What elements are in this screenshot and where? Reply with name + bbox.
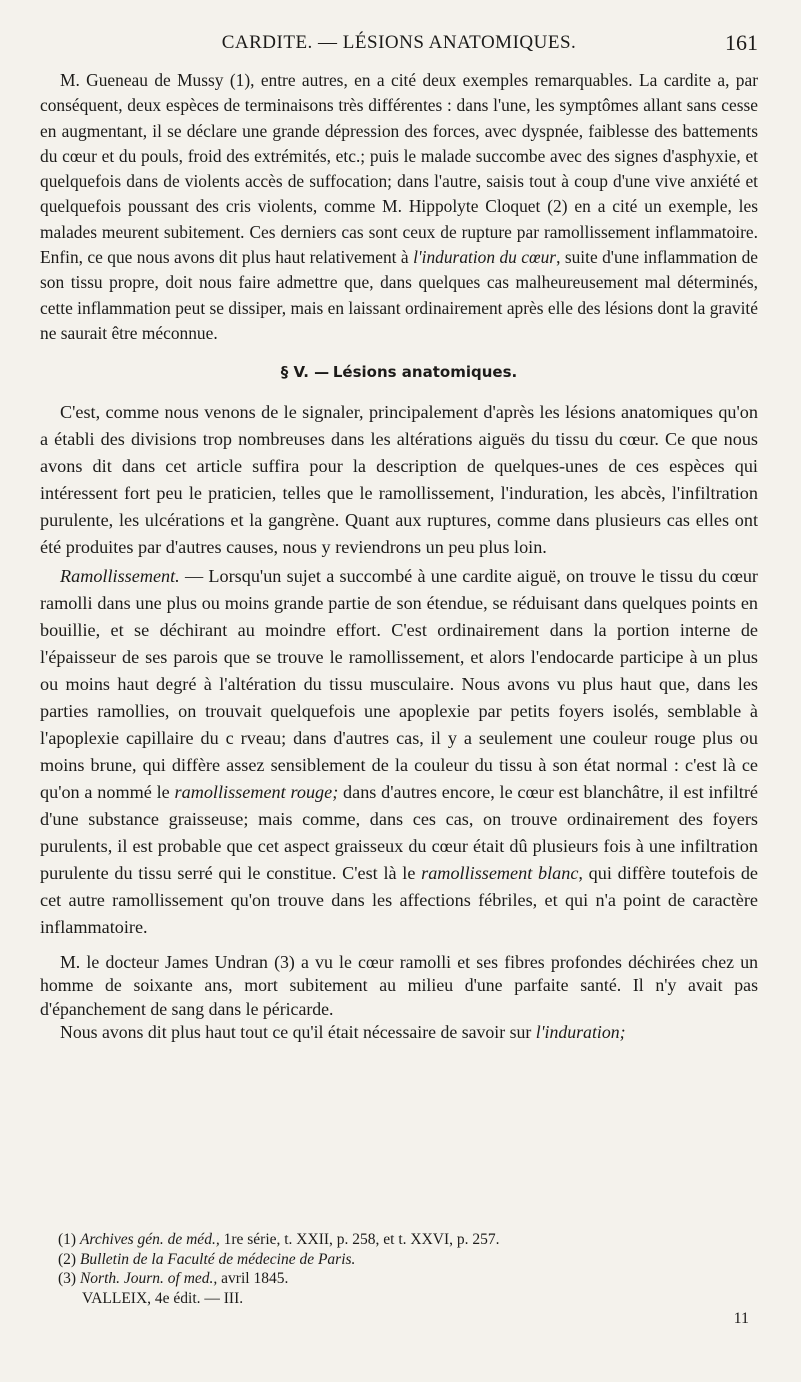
footnote-source: North. Journ. of med., xyxy=(79,1270,218,1287)
footnote-1 xyxy=(58,1230,718,1250)
footnote-text: 1re série, t. XXII, p. 258, et t. XXVI, p. 257. xyxy=(219,1231,500,1248)
paragraph-text: Nous avons dit plus haut tout ce qu'il était nécessaire de savoir sur xyxy=(60,1022,536,1043)
paragraph-ramollissement xyxy=(40,563,758,941)
footnote-source: Archives gén. de méd., xyxy=(79,1231,220,1248)
section-heading xyxy=(40,360,758,386)
subheading-ramollissement: Ramollissement. xyxy=(60,565,180,586)
footnote-marker: (3) xyxy=(58,1270,80,1287)
paragraph-cardite-terminations xyxy=(40,68,758,346)
main-text xyxy=(40,68,758,1045)
footnotes xyxy=(58,1230,718,1308)
paragraph-text-tail: , suite d'une inflammation de son tissu propre, doit nous faire admettre que, dans quelques cas malheureusement mal déterminés, cette inflammation peut se dissiper, mais en laissant ordinairement après elle des lésions dont la gravité ne saurait être méconnue. xyxy=(40,247,758,343)
paragraph-undran xyxy=(40,951,758,1022)
paragraph-text-2: dans d'autres encore, le cœur est blanchâtre, il est infiltré d'une substance graisseuse; mais comme, dans ces cas, on trouve ordinairement des foyers purulents, il est probable que cet aspect graisseux du cœur était dû plusieurs fois à une infiltration purulente du tissu serré qui le constitue. C'est là le xyxy=(40,781,758,883)
term-induration: l'induration; xyxy=(535,1022,626,1043)
section-title: Lésions anatomiques. xyxy=(332,363,518,382)
page-number: 161 xyxy=(725,30,758,55)
footnote-marker: (2) xyxy=(58,1250,80,1268)
sheet-signature: 11 xyxy=(733,1310,749,1327)
footnote-2 xyxy=(58,1250,718,1270)
paragraph-text: C'est, comme nous venons de le signaler, principalement d'après les lésions anatomiques qu'on a établi des divisions trop nombreuses dans les altérations aiguës du tissu du cœur. Ce que nous avons dit dans cet article suffira pour la description de quelques-unes de ces espèces qui intéressent fort peu le praticien, telles que le ramollissement, l'induration, les abcès, l'infiltration purulente, les ulcérations et la gangrène. Quant aux ruptures, comme dans plusieurs cas elles ont été produites par d'autres causes, nous y reviendrons un peu plus loin. xyxy=(40,401,758,557)
footnote-marker: (1) xyxy=(58,1231,80,1248)
footnote-3 xyxy=(58,1269,718,1289)
paragraph-text-3: qui diffère toutefois de cet autre ramollissement qu'on trouve dans les affections fébriles, et qui n'a point de caractère inflammatoire. xyxy=(40,862,758,937)
section-label: § V. — xyxy=(280,363,330,382)
term-ramollissement-rouge: ramollissement rouge; xyxy=(174,781,339,802)
paragraph-text: M. le docteur James Undran (3) a vu le cœur ramolli et ses fibres profondes déchirées chez un homme de soixante ans, mort subitement au milieu d'une parfaite santé. Il n'y avait pas d'épanchement de sang dans le péricarde. xyxy=(40,951,758,1019)
footnote-text: avril 1845. xyxy=(217,1270,289,1287)
paragraph-induration xyxy=(40,1021,758,1045)
paragraph-text: M. Gueneau de Mussy (1), entre autres, en a cité deux exemples remarquables. La cardite a, par conséquent, deux espèces de terminaisons très différentes : dans l'une, les symptômes allant sans cesse en augmentant, il se déclare une grande dépression des forces, avec dyspnée, faiblesse des battements du cœur et du pouls, froid des extrémités, etc.; puis le malade succombe avec des signes d'asphyxie, et quelquefois dans de violents accès de suffocation; dans l'autre, saisis tout à coup d'une vive anxiété et quelquefois poussant des cris violents, comme M. Hippolyte Cloquet (2) en a cité un exemple, les malades meurent subitement. Ces derniers cas sont ceux de rupture par ramollissement inflammatoire. Enfin, ce que nous avons dit plus haut relativement à xyxy=(40,70,758,268)
paragraph-lesions-intro xyxy=(40,399,758,561)
emphasis-induration: l'induration du cœur xyxy=(413,247,557,268)
paragraph-text: — Lorsqu'un sujet a succombé à une cardite aiguë, on trouve le tissu du cœur ramolli dans une plus ou moins grande partie de son étendue, se réduisant dans quelques points en bouillie, et se déchirant au moindre effort. C'est ordinairement dans la portion interne de l'épaisseur de ses parois que se trouve le ramollissement, et alors l'endocarde participe à un plus ou moins haut degré à l'altération du tissu musculaire. Nous avons vu plus haut que, dans les parties ramollies, on trouvait quelquefois une apoplexie par petits foyers isolés, semblable à l'apoplexie capillaire du c rveau; dans d'autres cas, il y a seulement une couleur rouge plus ou moins brune, qui diffère assez sensiblement de la couleur du tissu à son état normal : c'est là ce qu'on a nommé le xyxy=(40,565,758,802)
page-header xyxy=(40,32,758,62)
running-title: CARDITE. — LÉSIONS ANATOMIQUES. xyxy=(221,32,577,53)
imprint-line: VALLEIX, 4e édit. — III. xyxy=(82,1289,244,1307)
footnote-source: Bulletin de la Faculté de médecine de Paris. xyxy=(79,1250,356,1268)
term-ramollissement-blanc: ramollissement blanc, xyxy=(421,862,583,883)
